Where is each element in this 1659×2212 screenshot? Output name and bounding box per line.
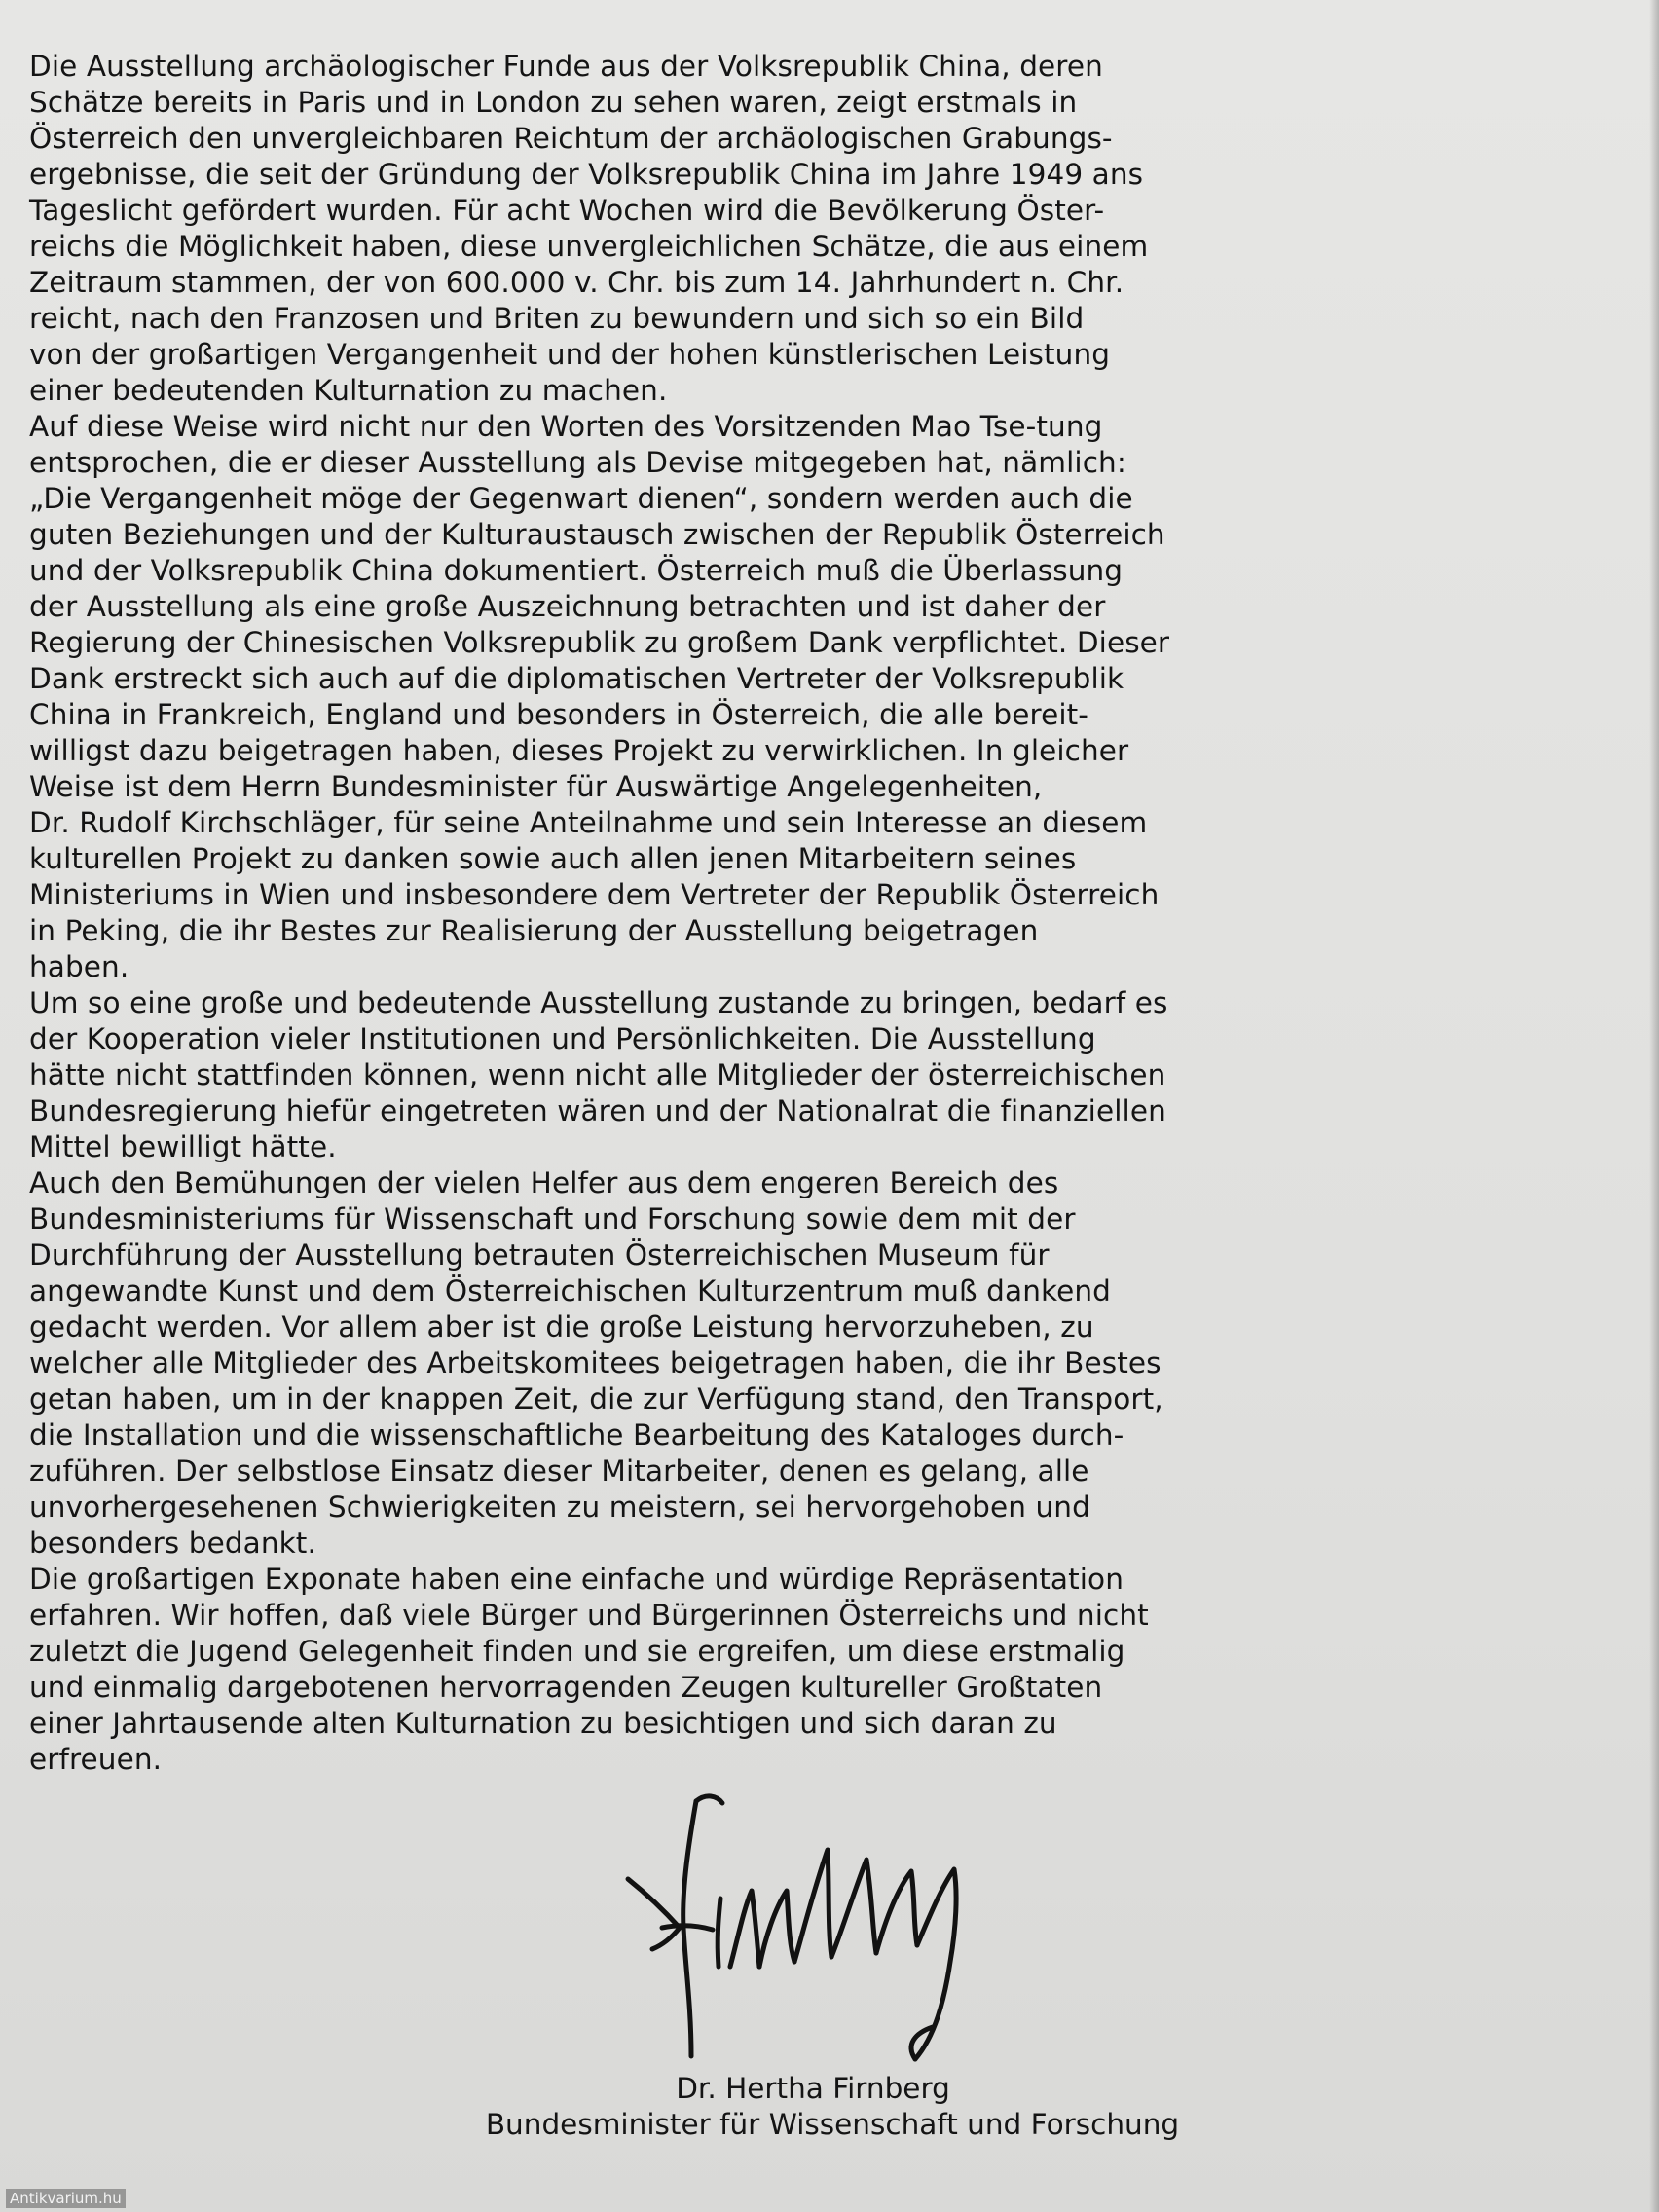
text-line: Die Ausstellung archäologischer Funde aus der Volksrepublik China, deren — [29, 50, 1103, 83]
text-line: Die großartigen Exponate haben eine einfache und würdige Repräsentation — [29, 1563, 1124, 1596]
text-line: kulturellen Projekt zu danken sowie auch allen jenen Mitarbeitern seines — [29, 842, 1077, 875]
page-edge-shadow — [1649, 0, 1659, 2212]
text-line: getan haben, um in der knappen Zeit, die zur Verfügung stand, den Transport, — [29, 1382, 1163, 1416]
text-line: hätte nicht stattfinden können, wenn nicht alle Mitglieder der österreichischen — [29, 1058, 1166, 1091]
body-text — [29, 49, 1246, 1778]
text-line: entsprochen, die er dieser Ausstellung als Devise mitgegeben hat, nämlich: — [29, 446, 1126, 479]
text-line: einer Jahrtausende alten Kulturnation zu besichtigen und sich daran zu — [29, 1707, 1057, 1740]
text-line: unvorhergesehenen Schwierigkeiten zu meistern, sei hervorgehoben und — [29, 1491, 1090, 1524]
text-line: besonders bedankt. — [29, 1527, 316, 1560]
text-line: Mittel bewilligt hätte. — [29, 1130, 337, 1163]
text-line: willigst dazu beigetragen haben, dieses Projekt zu verwirklichen. In gleicher — [29, 734, 1129, 767]
text-line: China in Frankreich, England und besonders in Österreich, die alle bereit- — [29, 698, 1089, 731]
text-line: die Installation und die wissenschaftliche Bearbeitung des Kataloges durch- — [29, 1419, 1124, 1452]
text-line: erfreuen. — [29, 1743, 163, 1776]
text-line: erfahren. Wir hoffen, daß viele Bürger und Bürgerinnen Österreichs und nicht — [29, 1599, 1149, 1632]
text-line: Schätze bereits in Paris und in London zu sehen waren, zeigt erstmals in — [29, 86, 1078, 119]
text-line: ergebnisse, die seit der Gründung der Volksrepublik China im Jahre 1949 ans — [29, 158, 1144, 191]
text-line: der Kooperation vieler Institutionen und Persönlichkeiten. Die Ausstellung — [29, 1022, 1096, 1055]
text-line: in Peking, die ihr Bestes zur Realisierung der Ausstellung beigetragen — [29, 914, 1039, 947]
text-line: von der großartigen Vergangenheit und der hohen künstlerischen Leistung — [29, 338, 1111, 371]
text-line: Tageslicht gefördert wurden. Für acht Wochen wird die Bevölkerung Öster- — [29, 194, 1105, 227]
text-line: der Ausstellung als eine große Auszeichnung betrachten und ist daher der — [29, 590, 1106, 623]
text-line: Auch den Bemühungen der vielen Helfer aus dem engeren Bereich des — [29, 1166, 1059, 1199]
text-line: Dr. Rudolf Kirchschläger, für seine Anteilnahme und sein Interesse an diesem — [29, 806, 1148, 839]
text-line: gedacht werden. Vor allem aber ist die große Leistung hervorzuheben, zu — [29, 1310, 1094, 1344]
text-line: angewandte Kunst und dem Österreichischen Kulturzentrum muß dankend — [29, 1274, 1111, 1308]
text-line: zuletzt die Jugend Gelegenheit finden und sie ergreifen, um diese erstmalig — [29, 1635, 1125, 1668]
text-line: einer bedeutenden Kulturnation zu machen. — [29, 374, 668, 407]
text-line: Zeitraum stammen, der von 600.000 v. Chr. bis zum 14. Jahrhundert n. Chr. — [29, 266, 1124, 299]
text-line: reicht, nach den Franzosen und Briten zu bewundern und sich so ein Bild — [29, 302, 1085, 335]
text-line: reichs die Möglichkeit haben, diese unvergleichlichen Schätze, die aus einem — [29, 230, 1149, 263]
signatory-name: Dr. Hertha Firnberg — [676, 2072, 950, 2105]
text-line: Österreich den unvergleichbaren Reichtum der archäologischen Grabungs- — [29, 122, 1113, 155]
text-line: Bundesministeriums für Wissenschaft und Forschung sowie dem mit der — [29, 1202, 1076, 1235]
text-line: Weise ist dem Herrn Bundesminister für Auswärtige Angelegenheiten, — [29, 770, 1043, 803]
text-line: Dank erstreckt sich auch auf die diplomatischen Vertreter der Volksrepublik — [29, 662, 1124, 695]
text-line: Regierung der Chinesischen Volksrepublik zu großem Dank verpflichtet. Dieser — [29, 626, 1170, 659]
text-line: und einmalig dargebotenen hervorragenden Zeugen kultureller Großtaten — [29, 1671, 1103, 1704]
watermark: Antikvarium.hu — [6, 2189, 126, 2208]
text-line: Auf diese Weise wird nicht nur den Worten des Vorsitzenden Mao Tse-tung — [29, 410, 1103, 443]
text-line: guten Beziehungen und der Kulturaustausch zwischen der Republik Österreich — [29, 518, 1165, 551]
text-line: „Die Vergangenheit möge der Gegenwart dienen“, sondern werden auch die — [29, 482, 1133, 515]
text-line: und der Volksrepublik China dokumentiert. Österreich muß die Überlassung — [29, 554, 1124, 587]
text-line: Ministeriums in Wien und insbesondere dem Vertreter der Republik Österreich — [29, 878, 1160, 911]
text-line: Durchführung der Ausstellung betrauten Österreichischen Museum für — [29, 1238, 1050, 1272]
signatory-title: Bundesminister für Wissenschaft und Forschung — [485, 2108, 1180, 2141]
text-line: Bundesregierung hiefür eingetreten wären und der Nationalrat die finanziellen — [29, 1094, 1166, 1127]
text-line: zuführen. Der selbstlose Einsatz dieser Mitarbeiter, denen es gelang, alle — [29, 1455, 1089, 1488]
text-line: welcher alle Mitglieder des Arbeitskomitees beigetragen haben, die ihr Bestes — [29, 1346, 1161, 1380]
handwritten-signature — [623, 1782, 1032, 2064]
text-line: Um so eine große und bedeutende Ausstellung zustande zu bringen, bedarf es — [29, 986, 1168, 1019]
text-line: haben. — [29, 950, 129, 983]
